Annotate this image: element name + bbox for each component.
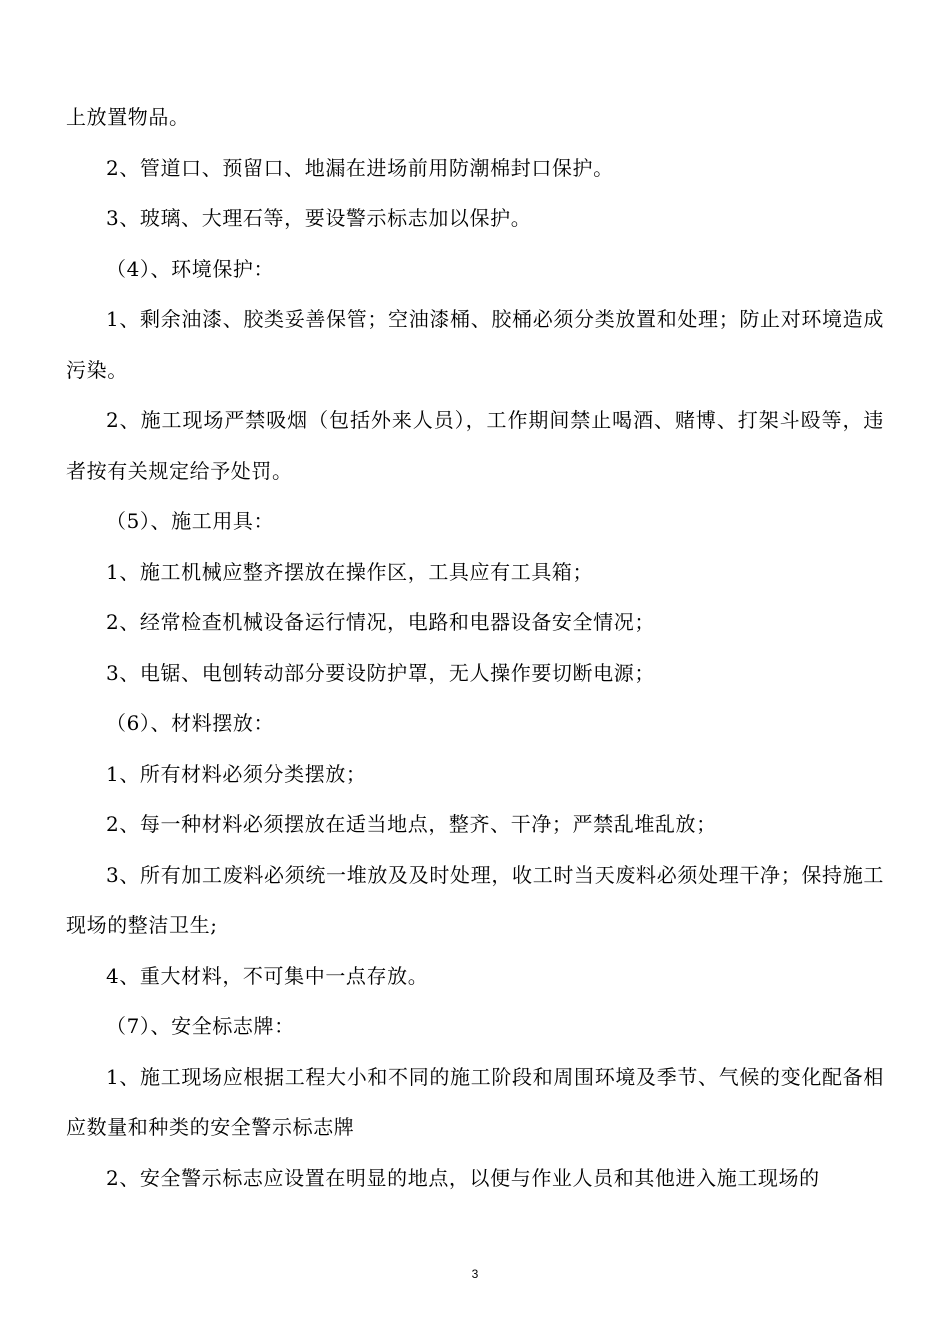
- section-heading: （6）、材料摆放：: [106, 711, 275, 735]
- paragraph: 2、安全警示标志应设置在明显的地点，以便与作业人员和其他进入施工现场的: [106, 1165, 820, 1190]
- page-number: 3: [471, 1267, 479, 1281]
- paragraph: 2、经常检查机械设备运行情况，电路和电器设备安全情况；: [106, 610, 655, 634]
- paragraph: 2、每一种材料必须摆放在适当地点，整齐、干净；严禁乱堆乱放；: [106, 812, 717, 836]
- paragraph: 2、管道口、预留口、地漏在进场前用防潮棉封口保护。: [106, 155, 614, 180]
- paragraph: 1、施工现场应根据工程大小和不同的施工阶段和周围环境及季节、气候的变化配备相应数量和种类的安全警示标志牌: [66, 1064, 884, 1139]
- document-body: [66, 92, 884, 1203]
- paragraph: 3、电锯、电刨转动部分要设防护罩，无人操作要切断电源；: [106, 660, 655, 685]
- paragraph: 4、重大材料，不可集中一点存放。: [106, 963, 429, 988]
- paragraph: 3、玻璃、大理石等，要设警示标志加以保护。: [106, 206, 532, 230]
- section-heading: （5）、施工用具：: [106, 509, 275, 533]
- paragraph: 1、施工机械应整齐摆放在操作区，工具应有工具箱；: [106, 559, 594, 584]
- paragraph: 3、所有加工废料必须统一堆放及及时处理，收工时当天废料必须处理干净；保持施工现场的整洁卫生;: [66, 862, 884, 937]
- paragraph: 2、施工现场严禁吸烟（包括外来人员），工作期间禁止喝酒、赌博、打架斗殴等，违者按有关规定给予处罚。: [66, 408, 884, 483]
- paragraph: 1、所有材料必须分类摆放；: [106, 761, 367, 786]
- paragraph: 1、剩余油漆、胶类妥善保管；空油漆桶、胶桶必须分类放置和处理；防止对环境造成污染。: [66, 307, 884, 382]
- section-heading: （7）、安全标志牌：: [106, 1014, 295, 1038]
- section-heading: （4）、环境保护：: [106, 256, 275, 281]
- paragraph: 上放置物品。: [66, 105, 190, 129]
